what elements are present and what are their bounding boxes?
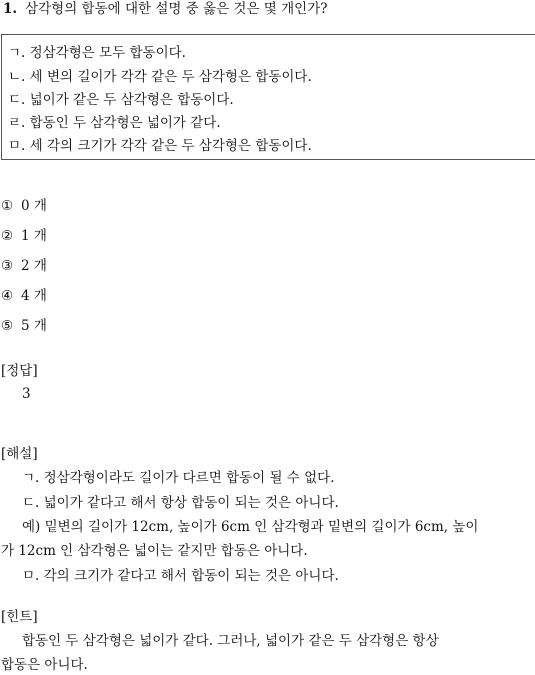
statement-item: ㄷ. 넓이가 같은 두 삼각형은 합동이다. xyxy=(8,92,234,108)
explanation-line: ㅁ. 각의 크기가 같다고 해서 합동이 되는 것은 아니다. xyxy=(22,568,339,584)
explanation-line: ㄷ. 넓이가 같다고 해서 항상 합동이 되는 것은 아니다. xyxy=(22,495,339,511)
choice-option[interactable] xyxy=(1,317,47,335)
choice-option[interactable] xyxy=(1,227,47,245)
choice-option[interactable] xyxy=(1,257,47,275)
choice-label: 0 개 xyxy=(21,198,47,214)
explanation-line: 가 12cm 인 삼각형은 넓이는 같지만 합동은 아니다. xyxy=(1,543,308,559)
question-number: 1. xyxy=(3,1,18,17)
choice-label: 1 개 xyxy=(21,228,47,244)
choice-option[interactable] xyxy=(1,287,47,305)
choice-option[interactable] xyxy=(1,197,47,215)
choice-label: 2 개 xyxy=(21,258,47,274)
question-title xyxy=(3,0,327,18)
statements-box xyxy=(1,34,535,160)
choice-mark: ⑤ xyxy=(1,318,14,334)
choice-mark: ① xyxy=(1,198,14,214)
statement-item: ㄴ. 세 변의 길이가 각각 같은 두 삼각형은 합동이다. xyxy=(8,69,312,85)
question-text: 삼각형의 합동에 대한 설명 중 옳은 것은 몇 개인가? xyxy=(25,1,328,17)
explanation-line: 예) 밑변의 길이가 12cm, 높이가 6cm 인 삼각형과 밑변의 길이가 6cm, 높이 xyxy=(22,519,479,535)
choice-mark: ③ xyxy=(1,258,14,274)
statement-item: ㄹ. 합동인 두 삼각형은 넓이가 같다. xyxy=(8,115,221,131)
explanation-label: [해설] xyxy=(1,446,38,462)
hint-line: 합동인 두 삼각형은 넓이가 같다. 그러나, 넓이가 같은 두 삼각형은 항상 xyxy=(22,633,439,649)
hint-label: [힌트] xyxy=(1,609,38,625)
answer-value: 3 xyxy=(22,386,31,402)
statement-item: ㄱ. 정삼각형은 모두 합동이다. xyxy=(8,45,186,61)
hint-line: 합동은 아니다. xyxy=(1,657,88,673)
statement-item: ㅁ. 세 각의 크기가 각각 같은 두 삼각형은 합동이다. xyxy=(8,138,312,154)
answer-label: [정답] xyxy=(1,363,38,379)
explanation-line: ㄱ. 정삼각형이라도 길이가 다르면 합동이 될 수 없다. xyxy=(22,470,335,486)
choice-mark: ④ xyxy=(1,288,14,304)
choice-mark: ② xyxy=(1,228,14,244)
choice-label: 4 개 xyxy=(21,288,47,304)
choice-label: 5 개 xyxy=(21,318,47,334)
